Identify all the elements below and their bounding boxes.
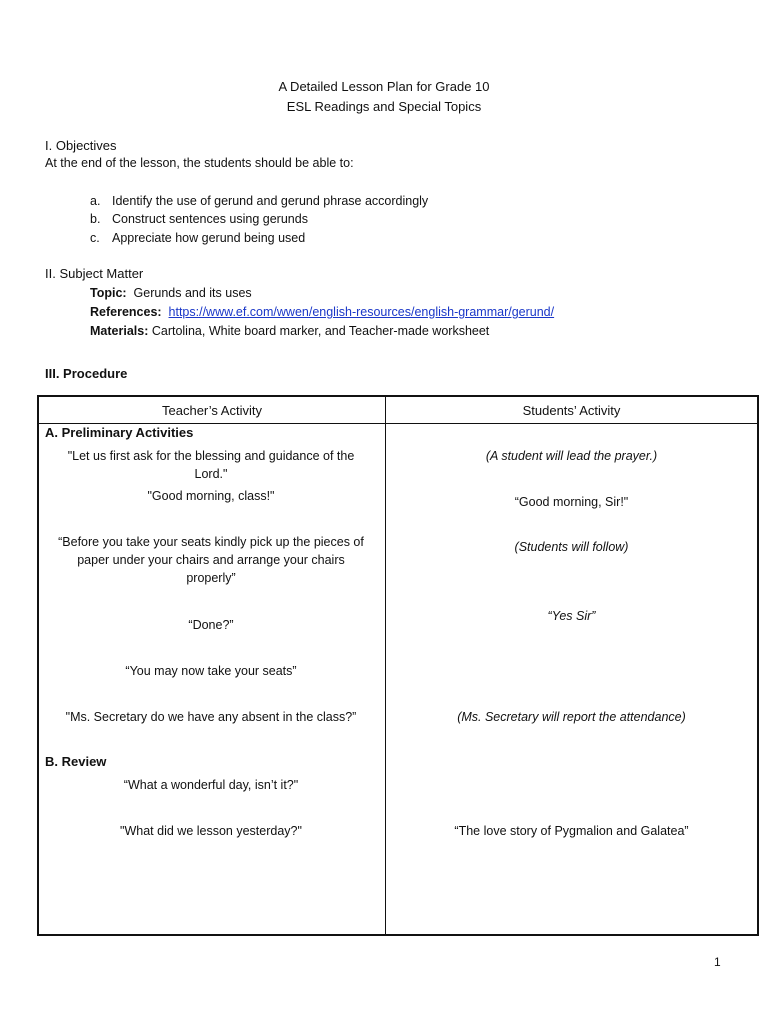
student-line: “Good morning, Sir!"	[514, 495, 629, 509]
materials-value: Cartolina, White board marker, and Teacher-made worksheet	[151, 324, 490, 338]
teacher-line: "What did we lesson yesterday?"	[120, 824, 302, 838]
objective-letter: b.	[90, 212, 101, 226]
teacher-line: “What a wonderful day, isn’t it?"	[123, 778, 299, 792]
objectives-intro: At the end of the lesson, the students should be able to:	[45, 156, 354, 170]
objectives-heading: I. Objectives	[45, 138, 117, 153]
section-review: B. Review	[45, 754, 107, 769]
objective-letter: c.	[90, 231, 100, 245]
teacher-activity-header: Teacher’s Activity	[162, 403, 262, 418]
document-subtitle: ESL Readings and Special Topics	[286, 99, 482, 114]
teacher-line: “You may now take your seats”	[125, 664, 297, 678]
teacher-line: “Done?”	[188, 618, 234, 632]
procedure-table	[37, 395, 759, 936]
teacher-line: “Before you take your seats kindly pick up the pieces of paper under your chairs and arrange your chairs properly”	[58, 535, 364, 585]
references-label: References:	[90, 305, 162, 319]
teacher-line: "Good morning, class!"	[147, 489, 275, 503]
teacher-line: "Let us first ask for the blessing and guidance of the Lord."	[67, 449, 355, 481]
objective-letter: a.	[90, 194, 101, 208]
objective-item: Appreciate how gerund being used	[112, 231, 306, 245]
references-link[interactable]: https://www.ef.com/wwen/english-resources/english-grammar/gerund/	[168, 305, 555, 319]
student-line: “Yes Sir”	[547, 609, 596, 623]
document-title: A Detailed Lesson Plan for Grade 10	[278, 79, 490, 94]
page-number: 1	[714, 955, 721, 969]
subject-matter-heading: II. Subject Matter	[45, 266, 144, 281]
objective-item: Identify the use of gerund and gerund phrase accordingly	[112, 194, 429, 208]
topic-row	[90, 286, 252, 300]
students-activity-header: Students’ Activity	[522, 403, 621, 418]
student-line: (Students will follow)	[514, 540, 629, 554]
topic-label: Topic:	[90, 286, 127, 300]
student-line: “The love story of Pygmalion and Galatea”	[454, 824, 689, 838]
section-preliminary-activities: A. Preliminary Activities	[45, 425, 194, 440]
materials-row	[90, 324, 489, 338]
header-divider	[39, 423, 757, 424]
topic-value: Gerunds and its uses	[133, 286, 252, 300]
objective-item: Construct sentences using gerunds	[112, 212, 308, 226]
column-divider	[385, 397, 386, 934]
references-row	[90, 305, 554, 319]
materials-label: Materials:	[90, 324, 149, 338]
student-line: (A student will lead the prayer.)	[485, 449, 658, 463]
teacher-line: "Ms. Secretary do we have any absent in the class?”	[65, 710, 357, 724]
procedure-heading: III. Procedure	[45, 366, 128, 381]
student-line: (Ms. Secretary will report the attendance)	[457, 710, 686, 724]
